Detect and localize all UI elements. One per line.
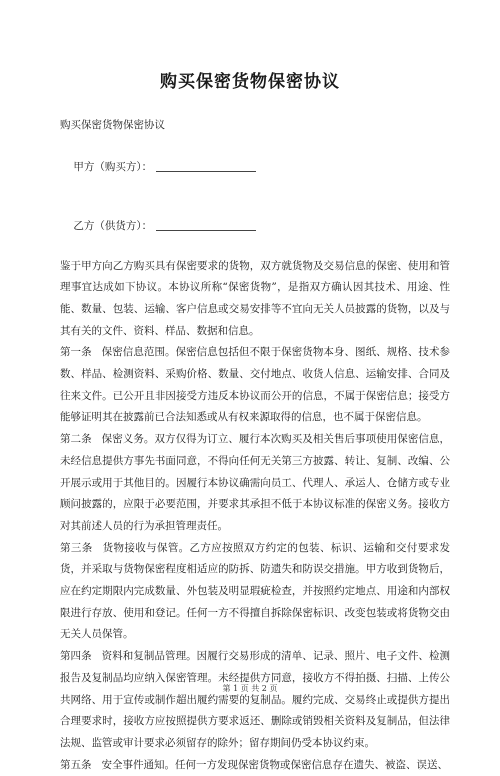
preamble: 鉴于甲方向乙方购买具有保密要求的货物，双方就货物及交易信息的保密、使用和管理事宜达成如下协议。本协议所称“保密货物”，是指双方确认因其技术、用途、性能、数量、包装、运输、客户信息或交易安排等不宜向无关人员披露的货物，以及与其有关的文件、资料、样品、数据和信息。	[60, 259, 450, 337]
page-number-footer: 第 1 页 共 2 页	[222, 684, 278, 693]
document-title: 购买保密货物保密协议	[160, 72, 340, 92]
party-a-line	[60, 139, 450, 198]
subtitle: 购买保密货物保密协议	[60, 119, 165, 131]
article-3	[60, 538, 450, 647]
article-number: 第一条	[60, 346, 92, 359]
party-b-label: 乙方（供货方）：	[73, 219, 153, 232]
article-4	[60, 646, 450, 755]
document-body	[60, 116, 450, 776]
article-text: 货物接收与保管。乙方应按照双方约定的包装、标识、运输和交付要求发货，并采取与货物保密程度相适应的防拆、防遗失和防误交措施。甲方收到货物后，应在约定期限内完成数量、外包装及明显瑕疵检查，并按照约定地点、用途和内部权限进行存放、使用和登记。任何一方不得擅自拆除保密标识、改变包装或将货物交由无关人员保管。	[60, 541, 451, 641]
article-text: 安全事件通知。任何一方发现保密货物或保密信息存在遗失、被盗、误送、	[101, 758, 448, 771]
party-b-line	[60, 197, 450, 256]
article-1	[60, 342, 450, 429]
article-text: 保密义务。双方仅得为订立、履行本次购买及相关售后事项使用保密信息，未经信息提供方事先书面同意，不得向任何无关第三方披露、转让、复制、改编、公开展示或用于其他目的。因履行本协议确需向员工、代理人、承运人、仓储方或专业顾问披露的，应限于必要范围，并要求其承担不低于本协议标准的保密义务。接收方对其前述人员的行为承担管理责任。	[60, 433, 450, 532]
article-2	[60, 429, 450, 538]
party-a-blank	[156, 159, 256, 172]
article-number: 第四条	[60, 650, 92, 663]
party-a-label: 甲方（购买方）：	[73, 161, 153, 173]
article-text: 资料和复制品管理。因履行交易形成的清单、记录、照片、电子文件、检测报告及复制品均应纳入保密管理。未经提供方同意，接收方不得拍摄、扫描、上传公共网络、用于宣传或制作超出履约需要的复制品。履约完成、交易终止或提供方提出合理要求时，接收方应按照提供方要求返还、删除或销毁相关资料及复制品，但法律法规、监管或审计要求必须留存的除外；留存期间仍受本协议约束。	[60, 650, 450, 749]
party-b-blank	[156, 218, 256, 231]
article-5	[60, 755, 450, 776]
article-number: 第二条	[60, 433, 92, 446]
article-number: 第三条	[60, 541, 93, 554]
article-text: 保密信息范围。保密信息包括但不限于保密货物本身、图纸、规格、技术参数、样品、检测资料、采购价格、数量、交付地点、收货人信息、运输安排、合同及往来文件。已公开且非因接受方违反本协议而公开的信息，不属于保密信息；接受方能够证明其在披露前已合法知悉或从有权来源取得的信息，也不属于保密信息。	[60, 346, 450, 424]
article-number: 第五条	[60, 758, 92, 771]
